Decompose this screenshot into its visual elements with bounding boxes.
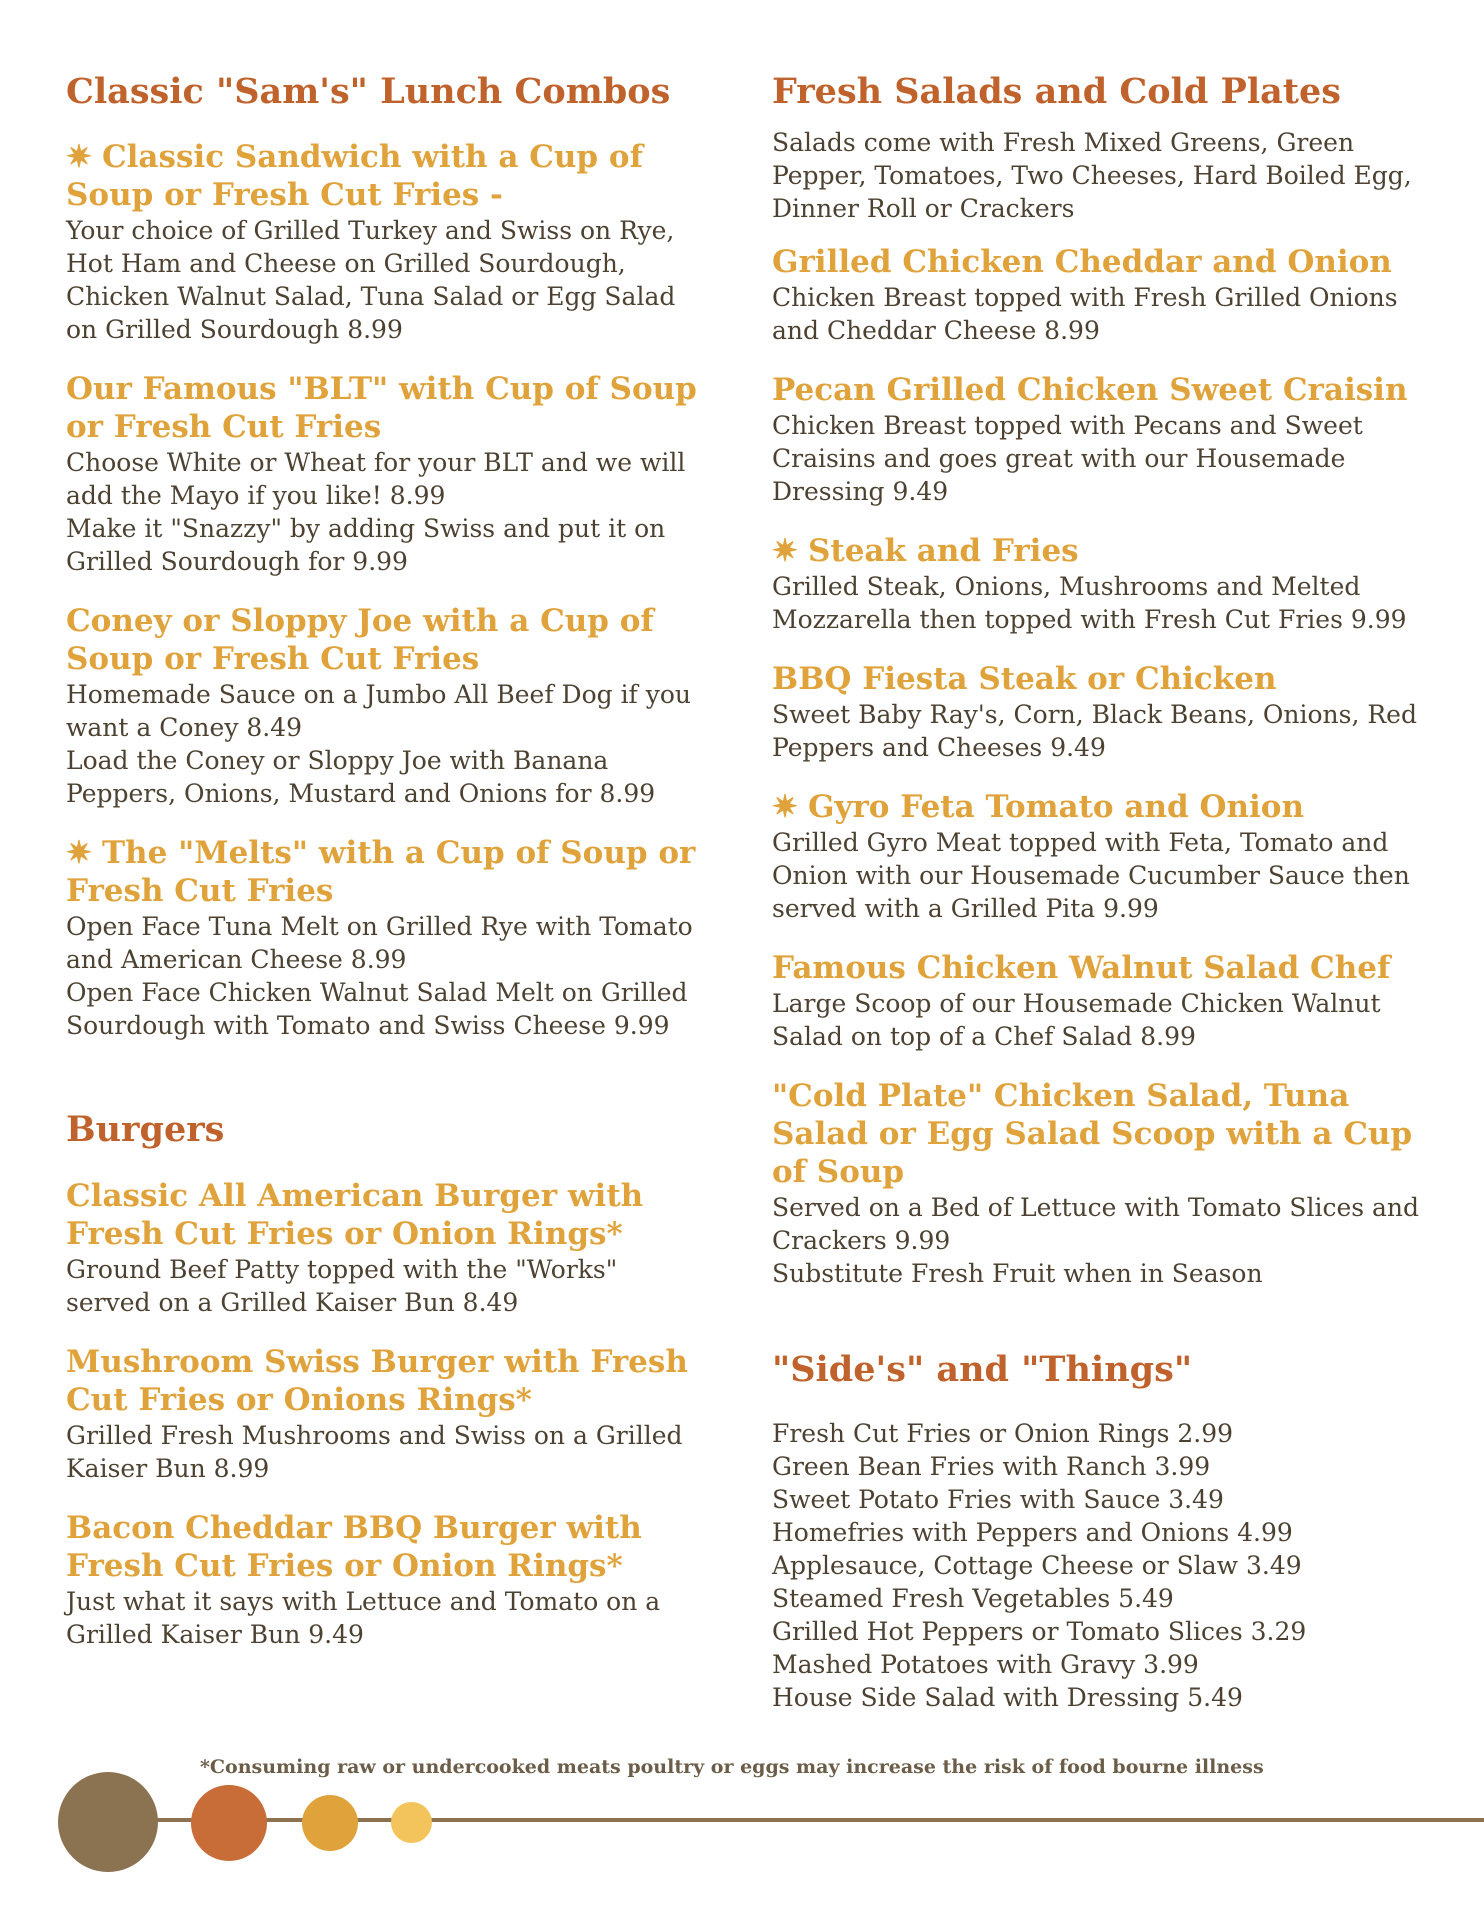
decorative-circle xyxy=(191,1785,267,1861)
decorative-circle xyxy=(58,1772,158,1872)
list-item: Fresh Cut Fries or Onion Rings 2.99 xyxy=(772,1418,1234,1448)
menu-item xyxy=(66,370,706,578)
menu-item-description: Open Face Tuna Melt on Grilled Rye with Tomato and American Cheese 8.99 Open Face Chicken Walnut Salad Melt on Grilled Sourdough with Tomato and Swiss Cheese 9.99 xyxy=(66,912,693,1041)
list-item: Applesauce, Cottage Cheese or Slaw 3.49 xyxy=(772,1550,1302,1580)
footnote: *Consuming raw or undercooked meats poultry or eggs may increase the risk of food bourne illness xyxy=(200,1756,1264,1778)
list-item: Mashed Potatoes with Gravy 3.99 xyxy=(772,1649,1199,1679)
menu-item-title: Classic All American Burger with Fresh Cut Fries or Onion Rings* xyxy=(66,1177,644,1252)
list-item: Homefries with Peppers and Onions 4.99 xyxy=(772,1517,1293,1547)
list-item: Steamed Fresh Vegetables 5.49 xyxy=(772,1583,1174,1613)
star-icon: ✷ xyxy=(66,835,92,872)
menu-item-title: Grilled Chicken Cheddar and Onion xyxy=(772,244,1392,281)
menu-item xyxy=(772,788,1422,925)
menu-item xyxy=(66,1177,706,1319)
menu-item-title: ✷ Gyro Feta Tomato and Onion xyxy=(772,789,1304,826)
menu-item-title: Famous Chicken Walnut Salad Chef xyxy=(772,950,1391,987)
menu-item-description: Ground Beef Patty topped with the "Works" served on a Grilled Kaiser Bun 8.49 xyxy=(66,1254,618,1317)
menu-item xyxy=(772,371,1422,508)
menu-item xyxy=(772,949,1422,1053)
sides-title: "Side's" and "Things" xyxy=(772,1349,1193,1391)
menu-item-description: Choose White or Wheat for your BLT and we will add the Mayo if you like! 8.99 Make it "Snazzy" by adding Swiss and put it on Grilled Sourdough for 9.99 xyxy=(66,448,686,577)
menu-item-description: Just what it says with Lettuce and Tomato on a Grilled Kaiser Bun 9.49 xyxy=(66,1586,661,1649)
salads-intro: Salads come with Fresh Mixed Greens, Green Pepper, Tomatoes, Two Cheeses, Hard Boiled Egg, Dinner Roll or Crackers xyxy=(772,128,1412,224)
menu-item-title: Mushroom Swiss Burger with Fresh Cut Fries or Onions Rings* xyxy=(66,1343,688,1418)
sides-list xyxy=(772,1417,1422,1714)
menu-item-title: "Cold Plate" Chicken Salad, Tuna Salad or Egg Salad Scoop with a Cup of Soup xyxy=(772,1078,1413,1191)
menu-item xyxy=(772,243,1422,347)
lunch-combos-title: Classic "Sam's" Lunch Combos xyxy=(66,71,671,112)
list-item: Green Bean Fries with Ranch 3.99 xyxy=(772,1451,1211,1481)
menu-item-title: Our Famous "BLT" with Cup of Soup or Fresh Cut Fries xyxy=(66,371,697,446)
menu-item-description: Chicken Breast topped with Pecans and Sweet Craisins and goes great with our Housemade Dressing 9.49 xyxy=(772,411,1363,507)
menu-item-title: Bacon Cheddar BBQ Burger with Fresh Cut Fries or Onion Rings* xyxy=(66,1509,642,1584)
menu-item-description: Your choice of Grilled Turkey and Swiss on Rye, Hot Ham and Cheese on Grilled Sourdough, Chicken Walnut Salad, Tuna Salad or Egg Salad on Grilled Sourdough 8.99 xyxy=(66,216,676,345)
menu-item-description: Grilled Steak, Onions, Mushrooms and Melted Mozzarella then topped with Fresh Cut Fries 9.99 xyxy=(772,572,1407,635)
menu-item-title: Coney or Sloppy Joe with a Cup of Soup or Fresh Cut Fries xyxy=(66,603,654,678)
list-item: House Side Salad with Dressing 5.49 xyxy=(772,1682,1243,1712)
menu-item xyxy=(772,532,1422,636)
menu-item xyxy=(66,834,706,1042)
decorative-circle xyxy=(391,1802,432,1843)
menu-item-title: ✷ Steak and Fries xyxy=(772,533,1079,570)
menu-item-title: BBQ Fiesta Steak or Chicken xyxy=(772,661,1277,698)
menu-item-title: Pecan Grilled Chicken Sweet Craisin xyxy=(772,372,1408,409)
menu-item xyxy=(772,660,1422,764)
star-icon: ✷ xyxy=(772,533,798,570)
menu-item-title: ✷ Classic Sandwich with a Cup of Soup or Fresh Cut Fries - xyxy=(66,139,643,214)
list-item: Sweet Potato Fries with Sauce 3.49 xyxy=(772,1484,1224,1514)
menu-item-description: Served on a Bed of Lettuce with Tomato Slices and Crackers 9.99 Substitute Fresh Fruit when in Season xyxy=(772,1193,1420,1289)
menu-item-description: Chicken Breast topped with Fresh Grilled Onions and Cheddar Cheese 8.99 xyxy=(772,283,1398,346)
menu-item-description: Sweet Baby Ray's, Corn, Black Beans, Onions, Red Peppers and Cheeses 9.49 xyxy=(772,700,1417,763)
star-icon: ✷ xyxy=(66,139,92,176)
menu-item-description: Grilled Fresh Mushrooms and Swiss on a Grilled Kaiser Bun 8.99 xyxy=(66,1420,683,1483)
decorative-circle xyxy=(302,1795,358,1851)
star-icon: ✷ xyxy=(772,789,798,826)
menu-item-title: ✷ The "Melts" with a Cup of Soup or Fresh Cut Fries xyxy=(66,835,696,910)
menu-item-description: Grilled Gyro Meat topped with Feta, Tomato and Onion with our Housemade Cucumber Sauce then served with a Grilled Pita 9.99 xyxy=(772,828,1410,924)
menu-item xyxy=(66,602,706,810)
menu-item xyxy=(66,1509,706,1651)
left-column xyxy=(66,72,706,1675)
menu-item-description: Large Scoop of our Housemade Chicken Walnut Salad on top of a Chef Salad 8.99 xyxy=(772,989,1381,1052)
right-column xyxy=(772,72,1422,1714)
menu-item-description: Homemade Sauce on a Jumbo All Beef Dog if you want a Coney 8.49 Load the Coney or Sloppy Joe with Banana Peppers, Onions, Mustard and Onions for 8.99 xyxy=(66,680,692,809)
menu-item xyxy=(66,1343,706,1485)
menu-item xyxy=(772,1077,1422,1290)
menu-item xyxy=(66,138,706,346)
salads-title: Fresh Salads and Cold Plates xyxy=(772,71,1341,112)
burgers-title: Burgers xyxy=(66,1109,225,1151)
list-item: Grilled Hot Peppers or Tomato Slices 3.29 xyxy=(772,1616,1307,1646)
